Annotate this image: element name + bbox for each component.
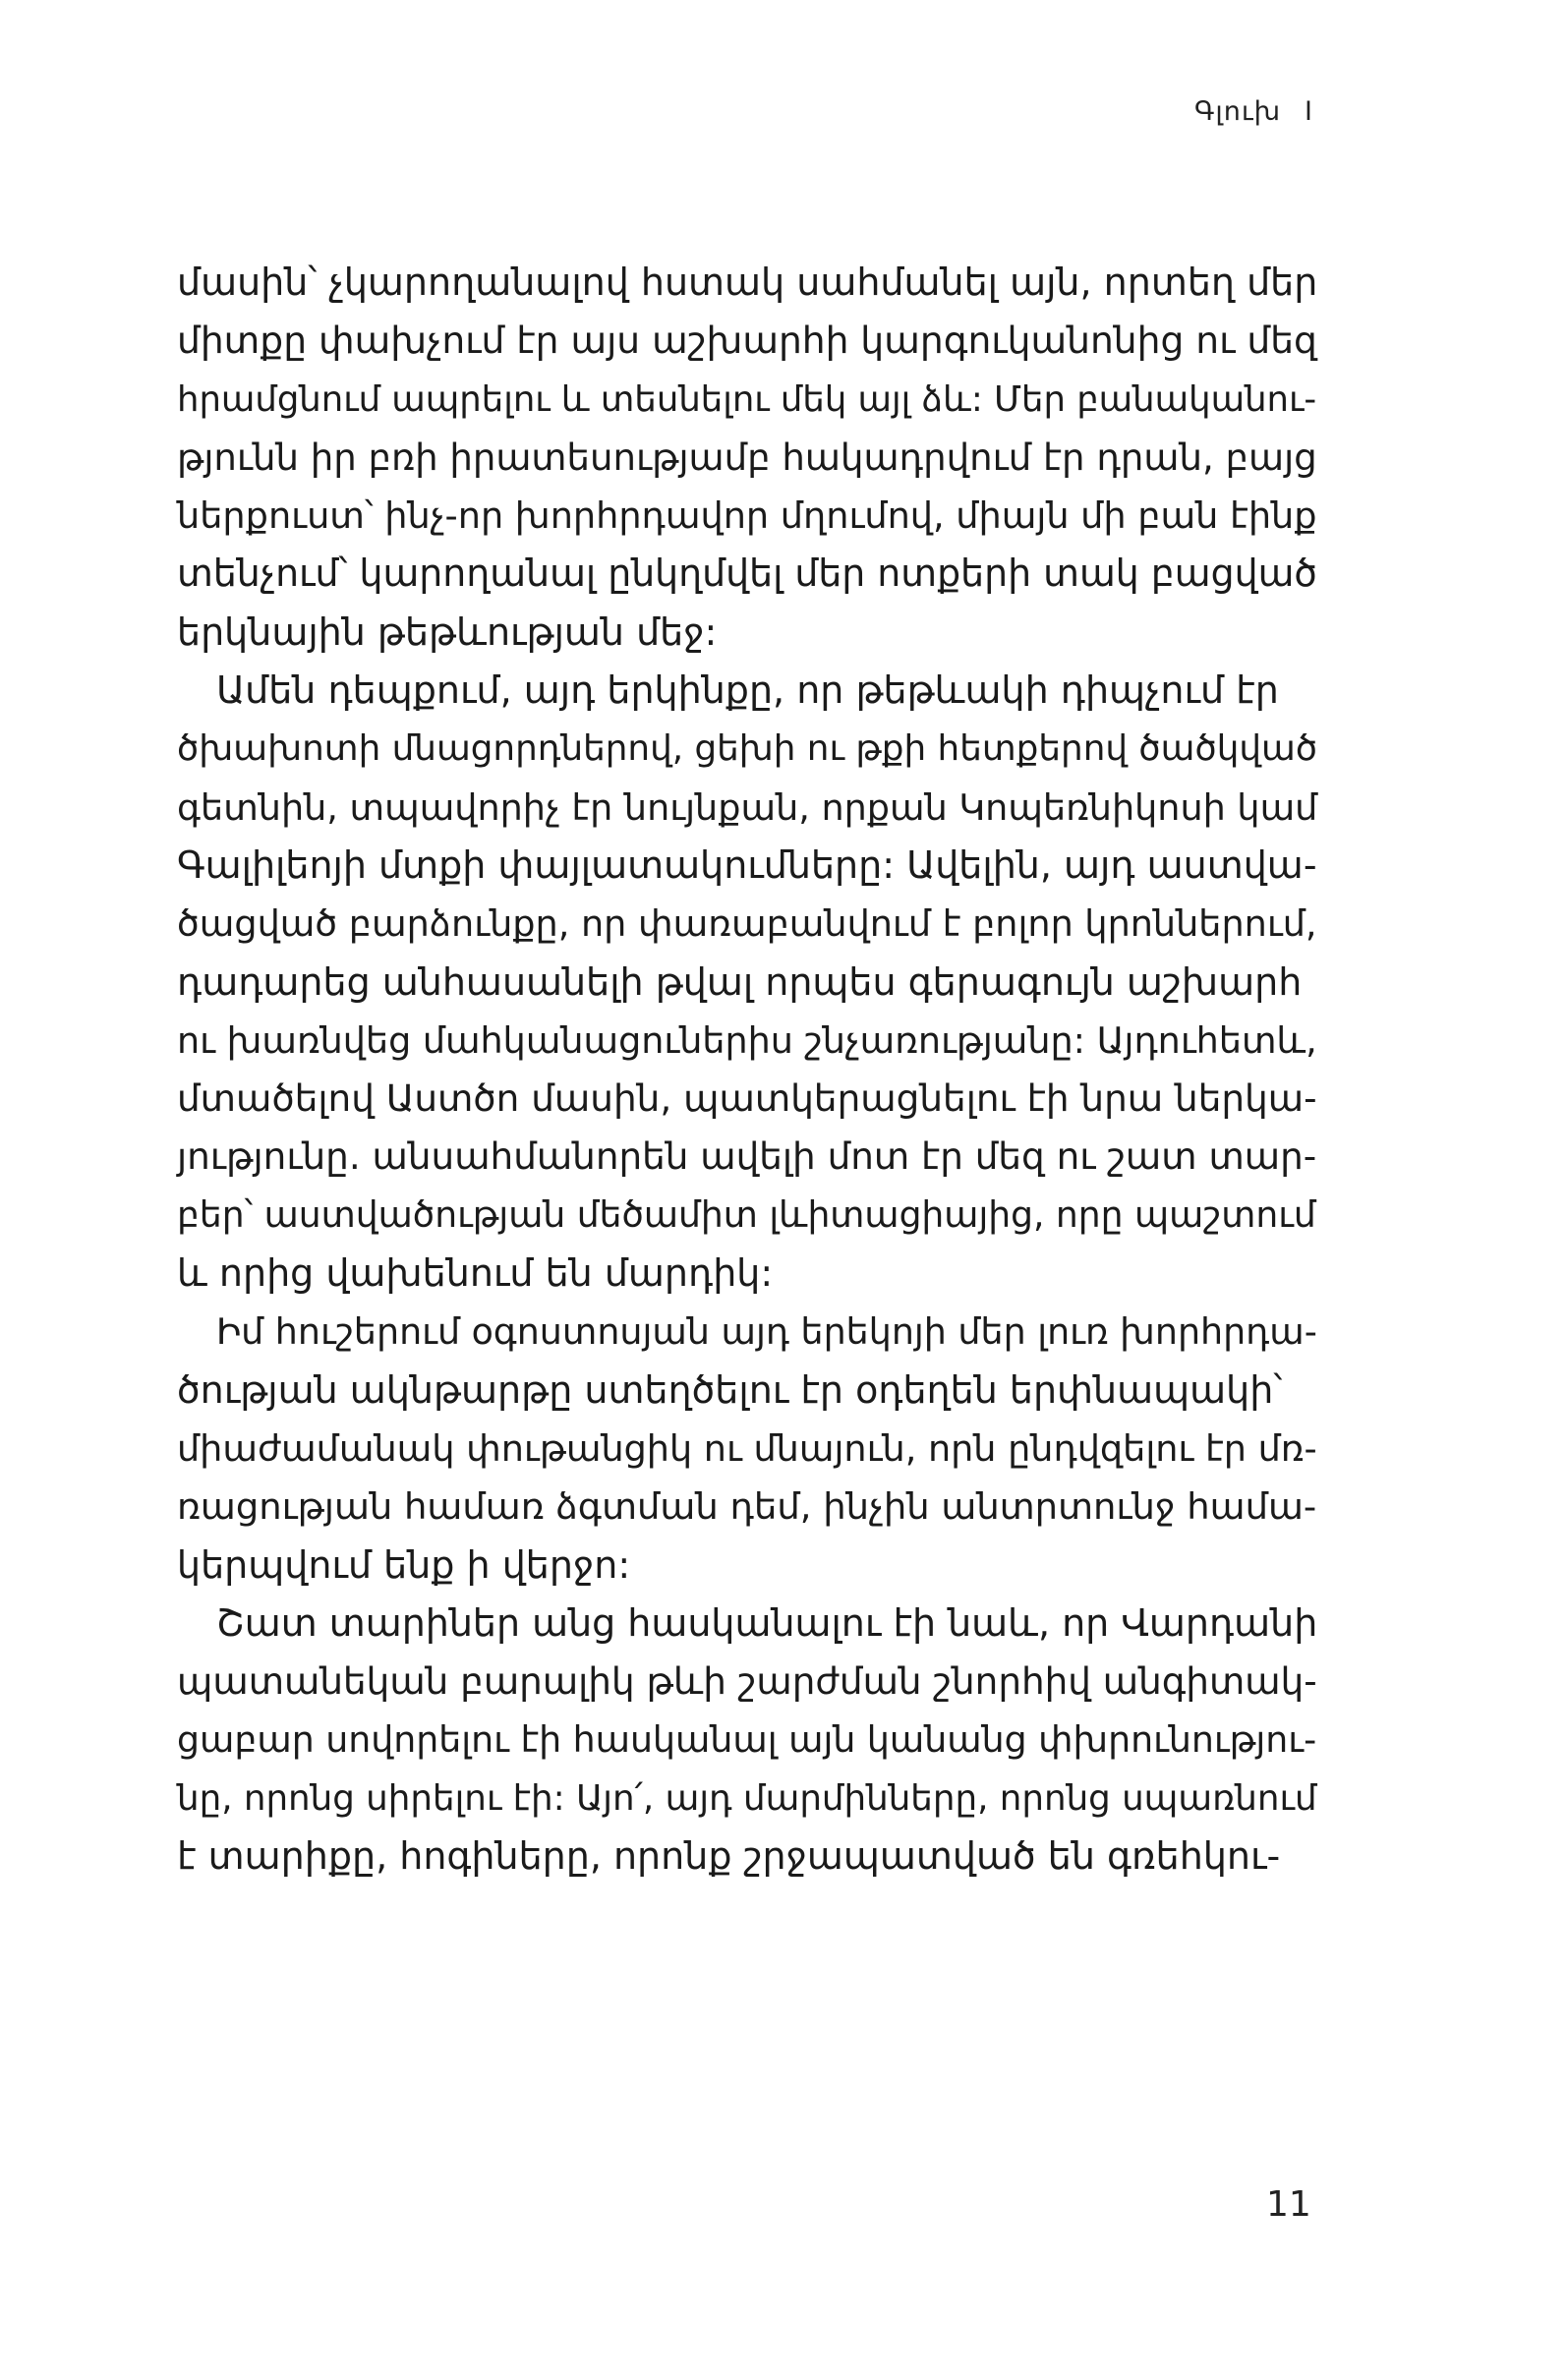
text-line: բեր՝ աստվածության մեծամիտ լևիտացիայից, որը պաշտում bbox=[177, 1193, 1316, 1236]
paragraph-first-line: Շատ տարիներ անց հասկանալու էի նաև, որ Վարդանի bbox=[216, 1600, 1318, 1645]
chapter-word: Գլուխ bbox=[1194, 96, 1282, 127]
text-line: ծխախոտի մնացորդներով, ցեխի ու թքի հետքերով ծածկված bbox=[177, 728, 1318, 770]
text-line: ու խառնվեց մահկանացուներիս շնչառությանը: Այդուհետև, bbox=[177, 1018, 1317, 1062]
text-line: ծացված բարձունքը, որ փառաբանվում է բոլոր կրոններում, bbox=[177, 902, 1317, 946]
text-line: տենչում՝ կարողանալ ընկղմվել մեր ոտքերի տակ բացված bbox=[177, 551, 1317, 596]
text-line: յությունը. անսահմանորեն ավելի մոտ էր մեզ ու շատ տար- bbox=[177, 1134, 1317, 1179]
text-line: թյունն իր բռի իրատեսությամբ հակադրվում էր դրան, բայց bbox=[177, 435, 1317, 479]
text-line: է տարիքը, հոգիները, որոնք շրջապատված են գռեհկու- bbox=[177, 1834, 1281, 1879]
paragraph-first-line: Իմ հուշերում օգոստոսյան այդ երեկոյի մեր լուռ խորհրդա- bbox=[216, 1310, 1317, 1354]
text-line: մտածելով Աստծո մասին, պատկերացնելու էի նրա ներկա- bbox=[177, 1076, 1317, 1121]
text-line: պատանեկան բարալիկ թևի շարժման շնորհիվ անգիտակ- bbox=[177, 1659, 1317, 1704]
paragraph-first-line: Ամեն դեպքում, այդ երկինքը, որ թեթևակի դիպչում էր bbox=[216, 668, 1279, 713]
body-text bbox=[177, 254, 1317, 1886]
text-line: նը, որոնց սիրելու էի: Այո՛, այդ մարմինները, որոնց սպառնում bbox=[177, 1777, 1317, 1819]
text-line: մասին՝ չկարողանալով հստակ սահմանել այն, որտեղ մեր bbox=[177, 261, 1318, 304]
text-line: գետնին, տպավորիչ էր նույնքան, որքան Կոպեռնիկոսի կամ bbox=[177, 785, 1318, 829]
text-line: ցաբար սովորելու էի հասկանալ այն կանանց փխրունությու- bbox=[177, 1718, 1317, 1762]
text-line: ռացության համառ ձգտման դեմ, ինչին անտրտունջ համա- bbox=[177, 1485, 1317, 1529]
text-line: ներքուստ՝ ինչ-որ խորհրդավոր մղումով, միայն մի բան էինք bbox=[177, 494, 1317, 538]
text-line: կերպվում ենք ի վերջո: bbox=[177, 1542, 631, 1587]
chapter-number: I bbox=[1305, 96, 1313, 127]
text-line: դադարեց անհասանելի թվալ որպես գերագույն աշխարհ bbox=[177, 959, 1303, 1004]
text-line: հրամցնում ապրելու և տեսնելու մեկ այլ ձև: Մեր բանականու- bbox=[177, 378, 1317, 420]
text-line: Գալիլեոյի մտքի փայլատակումները: Ավելին, այդ աստվա- bbox=[177, 842, 1317, 887]
text-line: և որից վախենում են մարդիկ: bbox=[177, 1251, 774, 1296]
running-head bbox=[1194, 96, 1313, 127]
text-line: ծության ակնթարթը ստեղծելու էր օդեղեն երփնապակի՝ bbox=[177, 1367, 1283, 1412]
page-number: 11 bbox=[1266, 2184, 1311, 2225]
text-line: միտքը փախչում էր այս աշխարհի կարգուկանոնից ու մեզ bbox=[177, 319, 1317, 363]
text-line: երկնային թեթևության մեջ: bbox=[177, 610, 718, 654]
text-line: միաժամանակ փութանցիկ ու մնայուն, որն ընդվզելու էր մռ- bbox=[177, 1426, 1317, 1470]
